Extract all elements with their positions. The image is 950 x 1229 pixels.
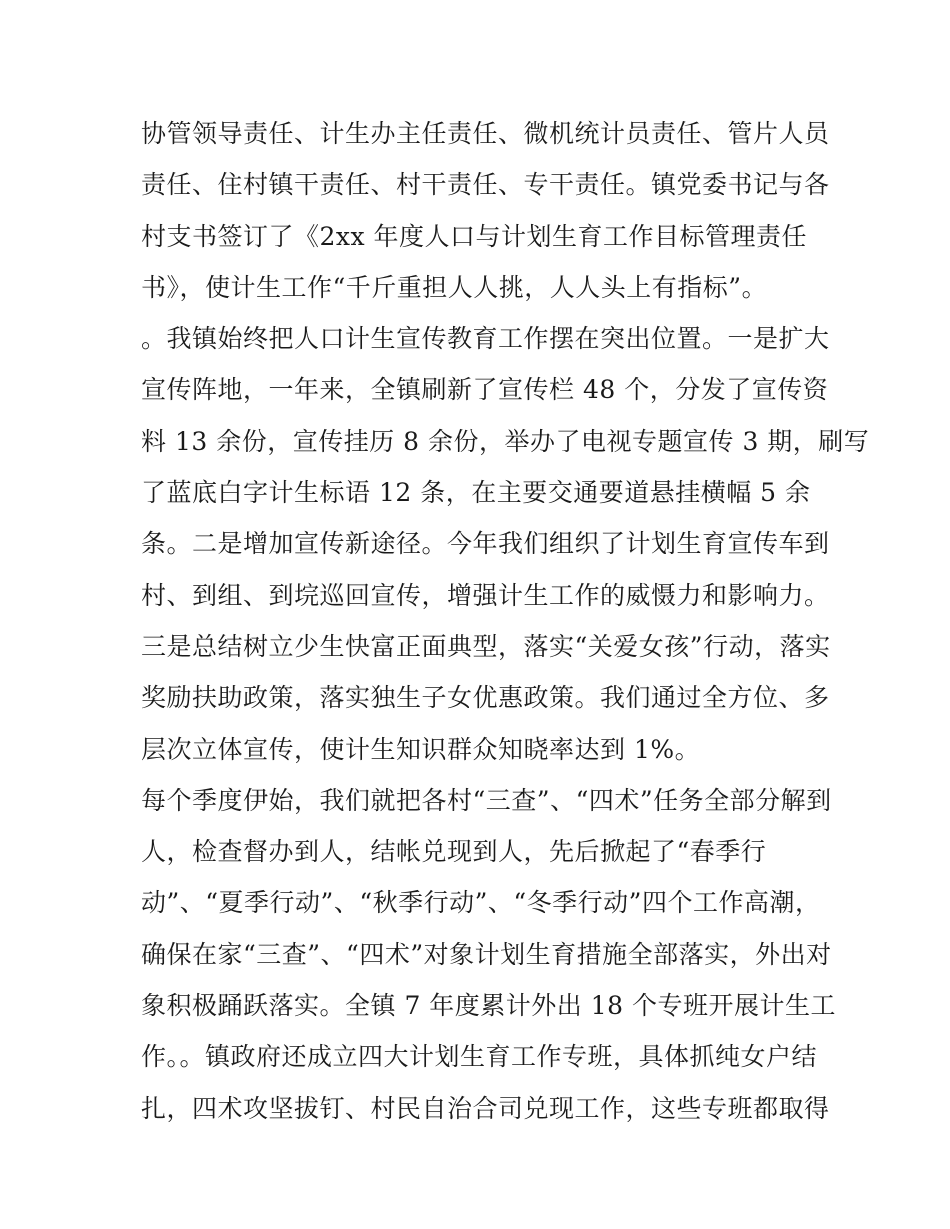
text-line: 动”、“夏季行动”、“秋季行动”、“冬季行动”四个工作高潮， bbox=[141, 888, 821, 918]
text-line: 宣传阵地，一年来，全镇刷新了宣传栏 48 个，分发了宣传资 bbox=[141, 375, 829, 405]
text-line: 确保在家“三查”、“四术”对象计划生育措施全部落实，外出对 bbox=[141, 939, 832, 969]
text-line: 奖励扶助政策，落实独生子女优惠政策。我们通过全方位、多 bbox=[141, 683, 830, 713]
text-line: 协管领导责任、计生办主任责任、微机统计员责任、管片人员 bbox=[141, 119, 830, 148]
text-line: 料 13 余份，宣传挂历 8 余份，举办了电视专题宣传 3 期，刷写 bbox=[141, 426, 870, 456]
text-line: 象积极踊跃落实。全镇 7 年度累计外出 18 个专班开展计生工 bbox=[141, 991, 837, 1021]
text-line: 人，检查督办到人，结帐兑现到人，先后掀起了“春季行 bbox=[141, 837, 767, 867]
text-line: 了蓝底白字计生标语 12 条，在主要交通要道悬挂横幅 5 余 bbox=[141, 478, 811, 508]
text-line: 书》，使计生工作“千斤重担人人挑，人人头上有指标”。 bbox=[141, 272, 768, 302]
text-line: 村支书签订了《2xx 年度人口与计划生育工作目标管理责任 bbox=[141, 221, 808, 251]
text-line: 村、到组、到垸巡回宣传，增强计生工作的威慑力和影响力。 bbox=[141, 580, 830, 610]
text-line: 扎，四术攻坚拔钉、村民自治合司兑现工作，这些专班都取得 bbox=[141, 1093, 830, 1123]
text-line: 层次立体宣传，使计生知识群众知晓率达到 1%。 bbox=[141, 734, 701, 764]
body-text bbox=[141, 108, 870, 1134]
text-line: 责任、住村镇干责任、村干责任、专干责任。镇党委书记与各 bbox=[141, 170, 830, 200]
text-line: 。我镇始终把人口计生宣传教育工作摆在突出位置。一是扩大 bbox=[141, 324, 830, 354]
text-line: 条。二是增加宣传新途径。今年我们组织了计划生育宣传车到 bbox=[141, 529, 830, 559]
text-line: 三是总结树立少生快富正面典型，落实“关爱女孩”行动，落实 bbox=[141, 631, 831, 661]
text-line: 每个季度伊始，我们就把各村“三查”、“四术”任务全部分解到 bbox=[141, 785, 832, 815]
text-line: 作。。镇政府还成立四大计划生育工作专班，具体抓纯女户结 bbox=[141, 1042, 818, 1072]
